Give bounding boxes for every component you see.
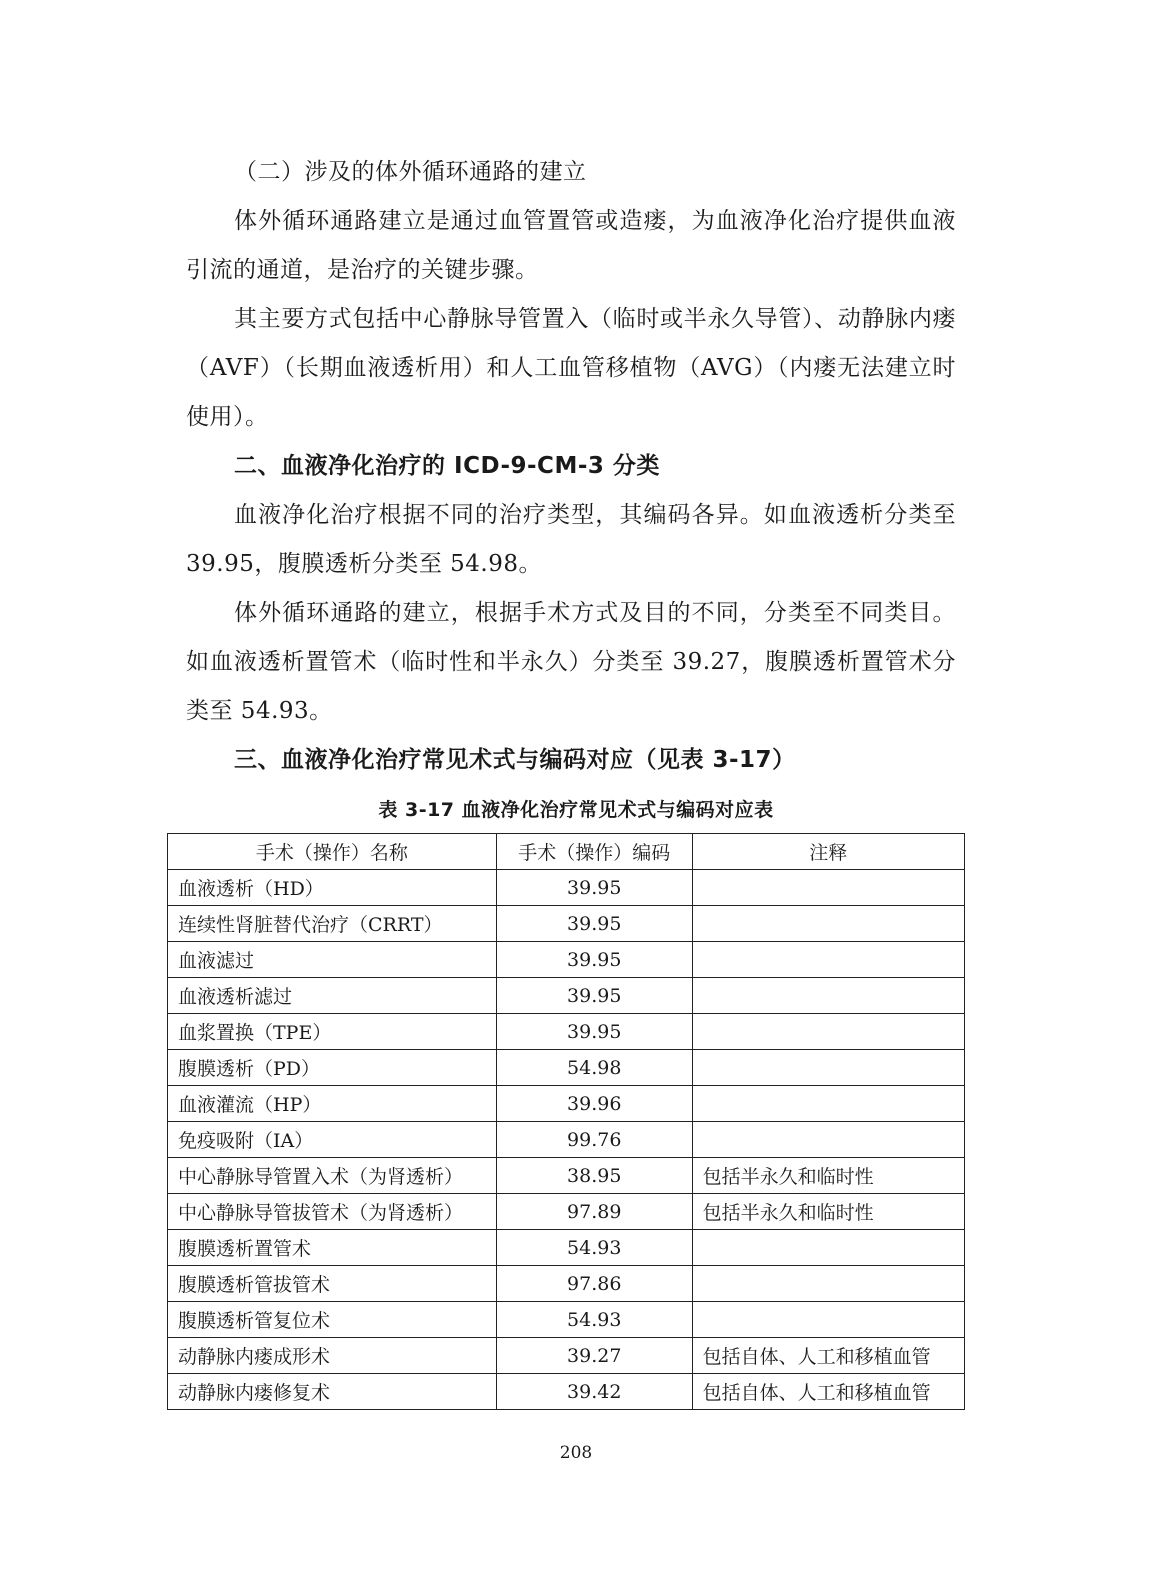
procedure-name: 中心静脉导管置入术（为肾透析） xyxy=(168,1158,497,1194)
procedure-code: 39.95 xyxy=(496,870,692,906)
procedure-note: 包括半永久和临时性 xyxy=(692,1194,964,1230)
table-row xyxy=(168,1122,965,1158)
procedure-note xyxy=(692,1086,964,1122)
procedure-name: 腹膜透析（PD） xyxy=(168,1050,497,1086)
table-row xyxy=(168,978,965,1014)
paragraph-4: 体外循环通路的建立，根据手术方式及目的不同，分类至不同类目。如血液透析置管术（临时性和半永久）分类至 39.27，腹膜透析置管术分类至 54.93。 xyxy=(186,600,956,724)
procedure-name: 免疫吸附（IA） xyxy=(168,1122,497,1158)
paragraph-1: 体外循环通路建立是通过血管置管或造瘘，为血液净化治疗提供血液引流的通道，是治疗的关键步骤。 xyxy=(186,208,956,283)
procedure-name: 血液滤过 xyxy=(168,942,497,978)
table-row xyxy=(168,1050,965,1086)
procedure-code: 54.93 xyxy=(496,1230,692,1266)
procedure-name: 腹膜透析置管术 xyxy=(168,1230,497,1266)
procedure-code: 39.42 xyxy=(496,1374,692,1410)
procedure-code: 39.96 xyxy=(496,1086,692,1122)
procedure-note: 包括自体、人工和移植血管 xyxy=(692,1338,964,1374)
procedure-note: 包括自体、人工和移植血管 xyxy=(692,1374,964,1410)
procedure-code-table xyxy=(167,833,965,1410)
procedure-note xyxy=(692,942,964,978)
header-procedure-name: 手术（操作）名称 xyxy=(168,834,497,870)
sub-heading: （二）涉及的体外循环通路的建立 xyxy=(234,159,587,185)
procedure-code: 97.86 xyxy=(496,1266,692,1302)
table-row xyxy=(168,1374,965,1410)
header-note: 注释 xyxy=(692,834,964,870)
procedure-note xyxy=(692,870,964,906)
procedure-code: 39.95 xyxy=(496,1014,692,1050)
procedure-name: 腹膜透析管复位术 xyxy=(168,1302,497,1338)
procedure-note: 包括半永久和临时性 xyxy=(692,1158,964,1194)
procedure-name: 中心静脉导管拔管术（为肾透析） xyxy=(168,1194,497,1230)
table-row xyxy=(168,1014,965,1050)
procedure-name: 血液透析滤过 xyxy=(168,978,497,1014)
procedure-code: 38.95 xyxy=(496,1158,692,1194)
table-row xyxy=(168,1266,965,1302)
procedure-note xyxy=(692,906,964,942)
section-heading-2: 二、血液净化治疗的 ICD-9-CM-3 分类 xyxy=(234,453,660,479)
table-row xyxy=(168,942,965,978)
table-row xyxy=(168,1230,965,1266)
procedure-note xyxy=(692,1014,964,1050)
table-header-row xyxy=(168,834,965,870)
procedure-code: 54.98 xyxy=(496,1050,692,1086)
procedure-code: 99.76 xyxy=(496,1122,692,1158)
paragraph-3: 血液净化治疗根据不同的治疗类型，其编码各异。如血液透析分类至 39.95，腹膜透析分类至 54.98。 xyxy=(186,502,956,577)
table-caption: 表 3-17 血液净化治疗常见术式与编码对应表 xyxy=(378,799,774,821)
table-row xyxy=(168,1302,965,1338)
procedure-name: 血液透析（HD） xyxy=(168,870,497,906)
procedure-name: 连续性肾脏替代治疗（CRRT） xyxy=(168,906,497,942)
procedure-note xyxy=(692,1050,964,1086)
table-row xyxy=(168,1158,965,1194)
page-number: 208 xyxy=(559,1443,593,1463)
procedure-name: 血液灌流（HP） xyxy=(168,1086,497,1122)
procedure-code: 39.95 xyxy=(496,942,692,978)
procedure-code: 39.27 xyxy=(496,1338,692,1374)
table-row xyxy=(168,1194,965,1230)
table-row xyxy=(168,906,965,942)
procedure-code: 39.95 xyxy=(496,978,692,1014)
table-row xyxy=(168,870,965,906)
procedure-note xyxy=(692,1230,964,1266)
section-heading-3: 三、血液净化治疗常见术式与编码对应（见表 3-17） xyxy=(234,747,796,773)
procedure-name: 动静脉内瘘成形术 xyxy=(168,1338,497,1374)
paragraph-2: 其主要方式包括中心静脉导管置入（临时或半永久导管）、动静脉内瘘（AVF）（长期血液透析用）和人工血管移植物（AVG）（内瘘无法建立时使用）。 xyxy=(186,306,956,430)
procedure-note xyxy=(692,1302,964,1338)
table-row xyxy=(168,1338,965,1374)
header-procedure-code: 手术（操作）编码 xyxy=(496,834,692,870)
procedure-note xyxy=(692,1122,964,1158)
procedure-note xyxy=(692,1266,964,1302)
procedure-code: 39.95 xyxy=(496,906,692,942)
procedure-name: 动静脉内瘘修复术 xyxy=(168,1374,497,1410)
procedure-note xyxy=(692,978,964,1014)
procedure-name: 腹膜透析管拔管术 xyxy=(168,1266,497,1302)
procedure-name: 血浆置换（TPE） xyxy=(168,1014,497,1050)
procedure-code: 54.93 xyxy=(496,1302,692,1338)
procedure-code: 97.89 xyxy=(496,1194,692,1230)
table-row xyxy=(168,1086,965,1122)
